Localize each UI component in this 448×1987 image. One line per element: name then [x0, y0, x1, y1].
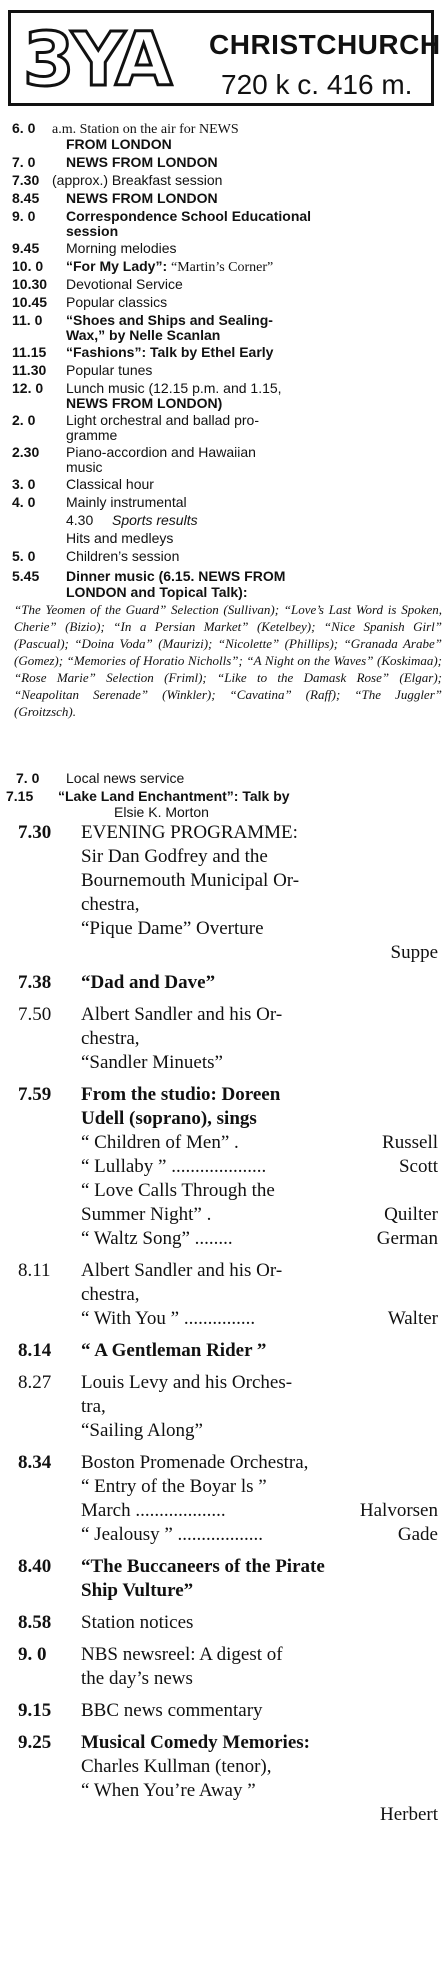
station-city: CHRISTCHURCH — [209, 29, 441, 60]
radio-programme-page: 3YA CHRISTCHURCH 720 k c. 416 m. 6. 0 a.m. Station on the air for NEWS FROM LONDON 7. 0 NEWS FROM LONDON 7.30 (approx.) Breakfast session 8.45 NEWS FROM LONDON 9. 0 Correspondence School Educational session 9.45 Morning melodies 10. 0 “For My Lady”: “Martin’s Corner” 10.30 Devotional Service 10.45 Popular classics 11. 0 “Shoes and Ships and Sealing- Wax,” by Nelle Scanlan 11.15 “Fashions”: Talk by Ethel Early 11.30 Popular tunes 12. 0 Lunch music (12.15 p.m. and 1.15, NEWS FROM LONDON) 2. 0 Light orchestral and ballad pro- gramme 2.30 Piano-accordion and Hawaiian music 3. 0 Classical hour 4. 0 Mainly instrumental 4.30 Sports results Hits and medleys 5. 0 Children’s session 5.45 Dinner music (6.15. NEWS FROM LONDON and Topical Talk): “The Yeomen of the Guard” Selection (Sullivan); “Love’s Last Word is Spoken, Cherie” (Bizio); “In a Persian Market” (Ketelbey); “Nice Spanish Girl” (Pascual); “Doina Voda” (Maurizi); “Nicolette” (Phillips); “Granada Arabe” (Gomez); “Memories of Horatio Nicholls”; “A Night on the Waves” (Koskimaa); “Rose Marie” Selection (Friml); “Like to the Damask Rose” (Elgar); “Neapolitan Serenade” (Winkler); “Cavatina” (Raff); “The Juggler” (Groitzsch). 7. 0 Local news service 7.15 “Lake Land Enchantment”: Talk by Elsie K. Morton 7.30 EVENING PROGRAMME: Sir Dan Godfrey and the Bournemouth Municipal Or- chestra, “Pique Dame” Overture Suppe 7.38 “Dad and Dave” 7.50 Albert Sandler and his Or- chestra, “Sandler Minuets” 7.59 From the studio: Doreen Udell (soprano), sings “ Children of Men” . Russell “ Lullaby ” .................... Scott “ Love Calls Through the Summer Night” . Quilter “ Waltz Song” ........ German 8.11 Albert Sandler and his Or- chestra, “ With You ” ............... Walter 8.14 “ A Gentleman Rider ” 8.27 Louis Levy and his Orches- tra, “Sailing Along” 8.34 Boston Promenade Orchestra, “ Entry of the Boyar ls ” March ................... Halvorsen “ Jealousy ” .................. Gade 8.40 “The Buccaneers of the Pirate Ship Vulture” 8.58 Station notices 9. 0 NBS newsreel: A digest of the day’s news 9.15 BBC news commentary 9.25 Musical Comedy Memories: Charles Kullman (tenor), “ When You’re Away ” Herbert — [0, 0, 448, 1987]
station-logo: 3YA — [23, 17, 170, 103]
dinner-music-list: “The Yeomen of the Guard” Selection (Sullivan); “Love’s Last Word is Spoken, Cherie” (Bizio); “In a Persian Market” (Ketelbey); “Nice Spanish Girl” (Pascual); “Doina Voda” (Maurizi); “Nicolette” (Phillips); “Granada Arabe” (Gomez); “Memories of Horatio Nicholls”; “A Night on the Waves” (Koskimaa); “Rose Marie” Selection (Friml); “Like to the Damask Rose” (Elgar); “Neapolitan Serenade” (Winkler); “Cavatina” (Raff); “The Juggler” (Groitzsch). — [14, 602, 442, 719]
station-frequency: 720 k c. 416 m. — [221, 69, 413, 100]
station-header — [8, 10, 441, 106]
